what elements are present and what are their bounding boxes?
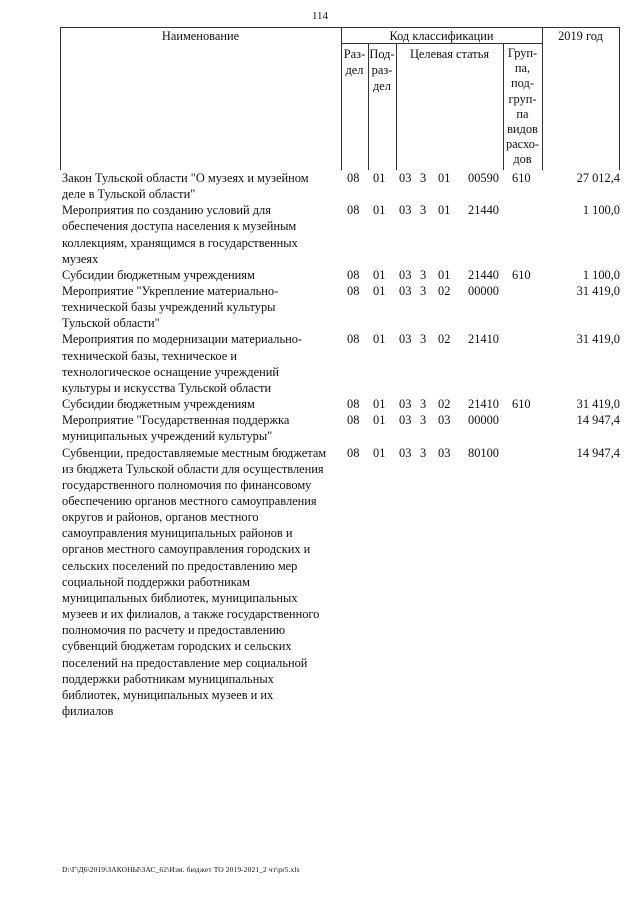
row-razdel: 08 xyxy=(347,267,360,282)
row-razdel: 08 xyxy=(347,284,360,299)
row-target-event: 01 xyxy=(438,267,451,282)
row-amount: 31 419,0 xyxy=(576,284,620,299)
row-amount: 14 947,4 xyxy=(576,413,620,428)
row-amount: 31 419,0 xyxy=(576,332,620,347)
table-row xyxy=(0,170,640,202)
row-target-direction: 80100 xyxy=(468,445,499,460)
row-target-event: 02 xyxy=(438,332,451,347)
table-header xyxy=(0,27,640,170)
row-target-type: 3 xyxy=(420,267,427,282)
header-right-border xyxy=(619,27,620,170)
row-target-event: 03 xyxy=(438,413,451,428)
row-razdel: 08 xyxy=(347,413,360,428)
row-target-program: 03 xyxy=(399,203,412,218)
row-podrazdel: 01 xyxy=(373,397,386,412)
header-podrazdel-line: Под- xyxy=(369,47,395,61)
header-group xyxy=(503,46,542,168)
row-target-type: 3 xyxy=(420,284,427,299)
row-target-direction: 00590 xyxy=(468,171,499,185)
row-amount: 27 012,4 xyxy=(576,171,620,185)
header-group-line: расхо- xyxy=(505,137,540,152)
row-target-type: 3 xyxy=(420,445,427,460)
header-razdel-line: дел xyxy=(345,63,364,77)
table-row xyxy=(0,267,640,283)
row-razdel: 08 xyxy=(347,332,360,347)
row-name: Мероприятия по модернизации материально- технической базы, техническое и технологическое оснащение учреждений культуры и искусства Тульской области xyxy=(62,332,303,395)
row-amount: 14 947,4 xyxy=(576,445,620,460)
row-target-program: 03 xyxy=(399,332,412,347)
row-amount: 1 100,0 xyxy=(582,267,620,282)
row-podrazdel: 01 xyxy=(373,267,386,282)
header-razdel xyxy=(341,46,368,78)
header-group-line: Груп- xyxy=(507,46,538,60)
header-group-line: дов xyxy=(513,152,532,167)
row-razdel: 08 xyxy=(347,397,360,412)
row-target-type: 3 xyxy=(420,171,427,185)
row-target-event: 02 xyxy=(438,397,451,412)
table-row xyxy=(0,445,640,720)
header-podrazdel-line: раз- xyxy=(371,63,393,77)
table-row xyxy=(0,283,640,331)
row-name: Субсидии бюджетным учреждениям xyxy=(62,397,255,412)
header-podrazdel xyxy=(368,46,396,94)
row-amount: 31 419,0 xyxy=(576,397,620,412)
header-podrazdel-line: дел xyxy=(373,79,391,93)
page-number: 114 xyxy=(311,10,329,22)
header-group-line: па xyxy=(516,106,529,121)
row-target-event: 02 xyxy=(438,284,451,299)
row-group: 610 xyxy=(512,267,531,282)
row-podrazdel: 01 xyxy=(373,171,386,185)
file-path-footer: D:\Г\Д6\2019\ЗАКОНЫ\ЗАС_62\Изм. бюджет ТО 2019-2021_2 чт\pr5.xls xyxy=(62,865,300,874)
row-target-direction: 21410 xyxy=(468,332,499,347)
row-amount: 1 100,0 xyxy=(582,203,620,218)
row-podrazdel: 01 xyxy=(373,284,386,299)
row-target-program: 03 xyxy=(399,284,412,299)
row-target-type: 3 xyxy=(420,203,427,218)
row-target-event: 03 xyxy=(438,445,451,460)
row-target-program: 03 xyxy=(399,445,412,460)
header-group-line: видов xyxy=(507,122,538,137)
table-row xyxy=(0,396,640,412)
row-target-direction: 00000 xyxy=(468,284,499,299)
table-body xyxy=(0,170,640,719)
row-name: Мероприятие "Государственная поддержка муниципальных учреждений культуры" xyxy=(62,413,290,444)
header-razdel-line: Раз- xyxy=(343,47,366,61)
row-target-event: 01 xyxy=(438,203,451,218)
row-target-program: 03 xyxy=(399,413,412,428)
header-group-line: под- xyxy=(511,76,534,91)
podrazdel-column-divider xyxy=(396,43,397,170)
row-target-program: 03 xyxy=(399,397,412,412)
row-name: Субвенции, предоставляемые местным бюджетам из бюджета Тульской области для осуществления государственного полномочия по финансовому обеспечению органов местного самоуправления округов и районов, органов местного самоуправления муниципальных районов и органов местного самоуправления городских и сельских поселений по предоставлению мер социальной поддержки работникам муниципальных библиотек, муниципальных музеев и их филиалов, а также государственного полномочия по расчету и предоставлению субвенций бюджетам городских и сельских поселений на предоставление мер социальной поддержки работникам муниципальных библиотек, муниципальных музеев и их филиалов xyxy=(62,445,327,718)
row-podrazdel: 01 xyxy=(373,413,386,428)
header-year: 2019 год xyxy=(558,29,603,43)
row-name: Закон Тульской области "О музеях и музейном деле в Тульской области" xyxy=(62,171,309,202)
row-podrazdel: 01 xyxy=(373,445,386,460)
table-row xyxy=(0,412,640,444)
group-column-divider xyxy=(542,27,543,170)
row-razdel: 08 xyxy=(347,445,360,460)
row-target-direction: 21440 xyxy=(468,267,499,282)
row-name: Субсидии бюджетным учреждениям xyxy=(62,267,255,282)
header-code-group: Код классификации xyxy=(389,29,494,43)
header-left-border xyxy=(60,27,61,170)
header-name: Наименование xyxy=(161,29,240,43)
table-row xyxy=(0,331,640,396)
row-target-direction: 00000 xyxy=(468,413,499,428)
row-razdel: 08 xyxy=(347,171,360,185)
row-target-direction: 21440 xyxy=(468,203,499,218)
row-target-type: 3 xyxy=(420,332,427,347)
table-row xyxy=(0,202,640,267)
header-target: Целевая статья xyxy=(409,47,490,61)
row-target-type: 3 xyxy=(420,413,427,428)
header-group-line: па, xyxy=(514,61,531,76)
row-target-program: 03 xyxy=(399,267,412,282)
row-name: Мероприятия по созданию условий для обеспечения доступа населения к музейным коллекциям, хранящимся в государственных музеях xyxy=(62,203,298,266)
row-name: Мероприятие "Укрепление материально- технической базы учреждений культуры Тульской области" xyxy=(62,284,279,331)
header-group-line: груп- xyxy=(508,91,537,106)
row-razdel: 08 xyxy=(347,203,360,218)
row-podrazdel: 01 xyxy=(373,203,386,218)
row-target-event: 01 xyxy=(438,171,451,185)
row-target-direction: 21410 xyxy=(468,397,499,412)
row-group: 610 xyxy=(512,397,531,412)
row-target-type: 3 xyxy=(420,397,427,412)
row-group: 610 xyxy=(512,171,531,185)
row-podrazdel: 01 xyxy=(373,332,386,347)
row-target-program: 03 xyxy=(399,171,412,185)
